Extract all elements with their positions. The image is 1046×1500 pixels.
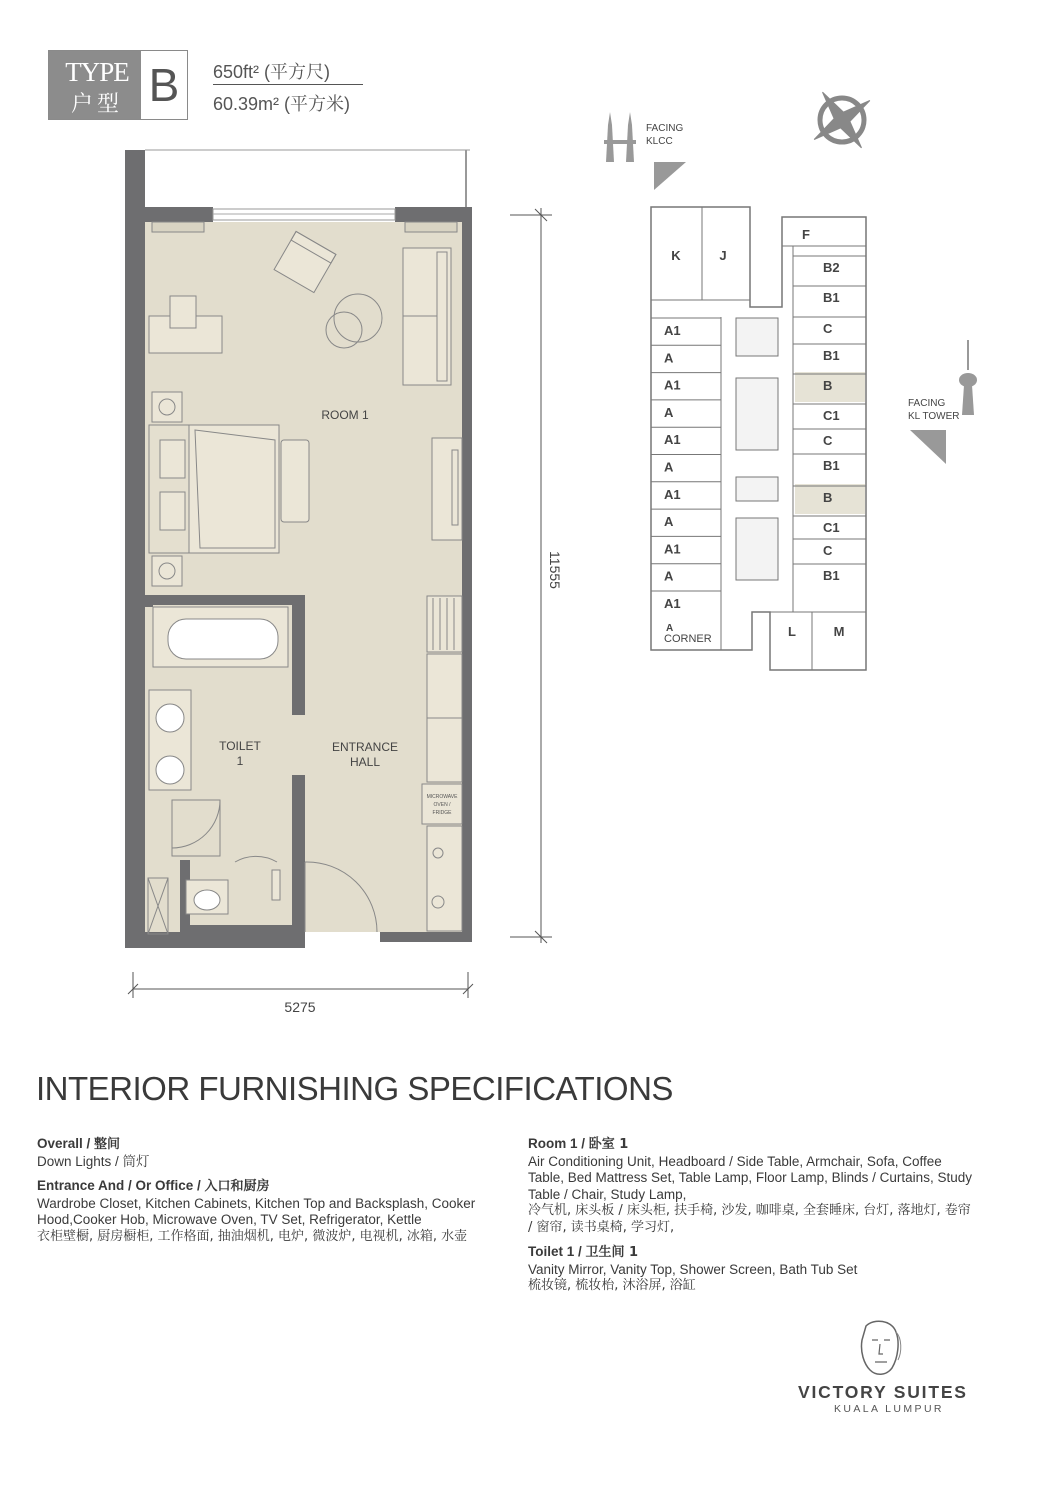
facing-kltower-2: KL TOWER (908, 411, 960, 422)
facing-kltower-1: FACING (908, 398, 946, 409)
corner-unit-a: A (666, 623, 674, 634)
unit-l: L (788, 624, 796, 639)
unit-label-right: B1 (823, 458, 840, 473)
toilet-number: 1 (236, 754, 244, 768)
unit-label-right: C (823, 543, 833, 558)
unit-label-right: B2 (823, 260, 840, 275)
unit-j: J (719, 248, 727, 263)
microwave-label: MICROWAVE (426, 794, 458, 800)
vanity-top (149, 690, 191, 790)
unit-label-right: C1 (823, 408, 840, 423)
area-sqft: 650ft² (平方尺) (213, 62, 331, 82)
facing-klcc-2: KLCC (646, 136, 673, 147)
entrance-heading (37, 1178, 477, 1196)
brand-location: KUALA LUMPUR (834, 1403, 944, 1415)
toilet-items-zh: 梳妆镜, 梳妆枱, 沐浴屏, 浴缸 (528, 1278, 696, 1293)
toilet-label: TOILET (219, 739, 261, 753)
unit-label-left: A1 (664, 323, 681, 338)
entrance-heading-en: Entrance And / Or Office / (37, 1178, 205, 1193)
room-items-zh: 冷气机, 床头板 / 床头柜, 扶手椅, 沙发, 咖啡桌, 全套睡床, 台灯, 落地灯, 卷帘 / 窗帘, 读书桌椅, 学习灯, (528, 1203, 971, 1235)
toilet-heading-zh: 卫生间 1 (585, 1245, 639, 1260)
overall-items: Down Lights / 筒灯 (37, 1153, 150, 1169)
victory-face-logo-icon (852, 1318, 908, 1378)
unit-label-right: B1 (823, 348, 840, 363)
spec-right-column (528, 1136, 978, 1295)
room-heading-zh: 卧室 1 (588, 1137, 629, 1152)
key-plan (0, 0, 1046, 700)
unit-label-right: C (823, 321, 833, 336)
unit-label-left: A (664, 350, 674, 366)
corner-label: CORNER (664, 633, 712, 645)
unit-label-left: A1 (664, 486, 681, 502)
microwave-label-3: FRIDGE (432, 810, 452, 816)
unit-label-right: C (823, 433, 833, 448)
overall-heading-zh: 整间 (94, 1137, 121, 1152)
unit-label-left: A (664, 404, 674, 420)
unit-label-left: A (664, 514, 674, 530)
type-letter: B (148, 59, 180, 111)
overall-heading (37, 1136, 477, 1154)
width-dimension (128, 972, 473, 998)
unit-label-left: A (664, 459, 674, 475)
microwave-label-2: OVEN / (433, 802, 451, 808)
unit-label-right: C1 (823, 520, 840, 535)
room-heading (528, 1136, 978, 1154)
compass-icon (811, 89, 874, 152)
unit-label-left: A1 (664, 541, 681, 557)
spec-left-column (37, 1136, 477, 1245)
unit-label-left: A (664, 568, 674, 584)
entrance-items-zh: 衣柜壁橱, 厨房橱柜, 工作格面, 抽油烟机, 电炉, 微波炉, 电视机, 冰箱, 水壶 (37, 1228, 468, 1244)
unit-label-right: B1 (823, 290, 840, 305)
unit-m: M (833, 624, 845, 639)
brand-name: VICTORY SUITES (798, 1382, 968, 1402)
room-1-label: ROOM 1 (321, 408, 369, 422)
room-heading-en: Room 1 / (528, 1136, 589, 1151)
entrance-items: Wardrobe Closet, Kitchen Cabinets, Kitchen Top and Backsplash, Cooker Hood,Cooker Hob, Microwave Oven, TV Set, Refrigerator, Kettle (37, 1195, 476, 1227)
unit-label-left: A1 (664, 596, 681, 611)
toilet-items: Vanity Mirror, Vanity Top, Shower Screen, Bath Tub Set (528, 1261, 858, 1277)
toilet-heading-en: Toilet 1 / (528, 1244, 586, 1259)
entrance-label: ENTRANCE (331, 740, 399, 754)
unit-label-right: B (823, 378, 833, 393)
entrance-heading-zh: 入口和厨房 (204, 1179, 270, 1194)
hall-label: HALL (349, 755, 381, 769)
depth-dimension-value: 11555 (547, 551, 563, 589)
unit-label-left: A1 (664, 432, 681, 448)
unit-k: K (671, 248, 681, 263)
area-sqm: 60.39m² (平方米) (213, 94, 351, 114)
facing-klcc-1: FACING (646, 123, 684, 134)
overall-heading-en: Overall / (37, 1136, 95, 1151)
spec-title: INTERIOR FURNISHING SPECIFICATIONS (36, 1070, 673, 1107)
unit-label-right: B1 (823, 568, 840, 583)
unit-label-left: A1 (664, 377, 681, 393)
unit-f: F (802, 227, 810, 242)
room-items: Air Conditioning Unit, Headboard / Side Table, Armchair, Sofa, Coffee Table, Bed Mattress Set, Table Lamp, Floor Lamp, Blinds / Curtains, Study Table / Chair, Study Lamp, (528, 1153, 972, 1202)
type-label-en: TYPE (65, 57, 129, 87)
width-dimension-value: 5275 (284, 999, 316, 1015)
toilet-heading (528, 1244, 978, 1262)
type-label-zh: 户型 (70, 92, 123, 117)
unit-label-right: B (823, 490, 833, 505)
